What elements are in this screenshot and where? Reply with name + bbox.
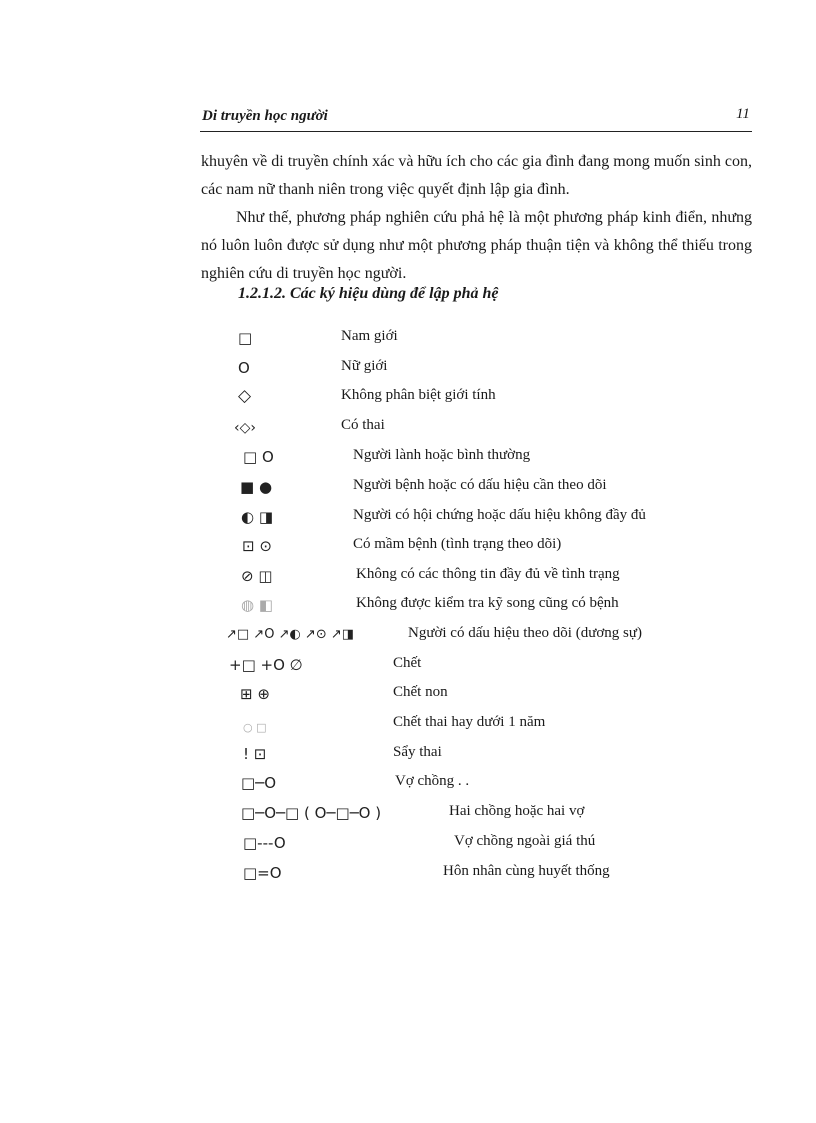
legend-row bbox=[0, 505, 816, 529]
legend-label: Người có dấu hiệu theo dõi (dương sự) bbox=[408, 625, 642, 641]
consanguineous-marriage-symbol-icon: □=O bbox=[243, 864, 282, 882]
legend-row bbox=[0, 771, 816, 795]
legend-row bbox=[0, 385, 816, 409]
legend-label: Sẩy thai bbox=[393, 744, 442, 760]
legend-row bbox=[0, 564, 816, 588]
legend-row bbox=[0, 831, 816, 855]
carrier-symbol-icon: ⊡ ⊙ bbox=[242, 537, 272, 555]
legend-label: Không có các thông tin đầy đủ về tình trạng bbox=[356, 566, 620, 582]
legend-label: Không được kiểm tra kỹ song cũng có bệnh bbox=[356, 595, 619, 611]
legend-row bbox=[0, 534, 816, 558]
miscarriage-symbol-icon: ! ⊡ bbox=[243, 745, 267, 763]
multiple-spouses-symbol-icon: □─O─□ ( O─□─O ) bbox=[241, 804, 382, 822]
legend-label: Vợ chồng . . bbox=[395, 773, 470, 789]
page-number: 11 bbox=[736, 106, 750, 122]
legend-row bbox=[0, 593, 816, 617]
unexamined-symbol-icon: ◍ ◧ bbox=[241, 596, 274, 614]
extramarital-union-symbol-icon: □---O bbox=[243, 834, 286, 852]
legend-label: Vợ chồng ngoài giá thú bbox=[454, 833, 596, 849]
legend-label: Hai chồng hoặc hai vợ bbox=[449, 803, 585, 819]
deceased-symbol-icon: +□ +O ∅ bbox=[229, 656, 303, 674]
marriage-symbol-icon: □─O bbox=[241, 774, 277, 792]
paragraph-1: khuyên về di truyền chính xác và hữu ích cho các gia đình đang mong muốn sinh con, các nam nữ thanh niên trong việc quyết định lập gia đình. bbox=[201, 153, 752, 198]
female-symbol-icon: O bbox=[238, 359, 250, 377]
legend-row bbox=[0, 653, 816, 677]
legend-row bbox=[0, 712, 816, 736]
section-heading: 1.2.1.2. Các ký hiệu dùng để lập phả hệ bbox=[238, 285, 499, 302]
legend-label: Người lành hoặc bình thường bbox=[353, 447, 531, 463]
pregnancy-symbol-icon: ‹◇› bbox=[234, 420, 256, 436]
body-text bbox=[201, 148, 752, 288]
legend-label: Người bệnh hoặc có dấu hiệu cần theo dõi bbox=[353, 477, 607, 493]
legend-row bbox=[0, 742, 816, 766]
legend-row bbox=[0, 415, 816, 439]
legend-row bbox=[0, 801, 816, 825]
legend-row bbox=[0, 356, 816, 380]
legend-row bbox=[0, 623, 816, 647]
legend-row bbox=[0, 445, 816, 469]
legend-row bbox=[0, 475, 816, 499]
affected-symbol-icon: ■ ● bbox=[240, 478, 273, 496]
legend-row bbox=[0, 682, 816, 706]
legend-label: Có mầm bệnh (tình trạng theo dõi) bbox=[353, 536, 562, 552]
stillbirth-symbol-icon: ○ □ bbox=[243, 721, 267, 734]
legend-label: Chết non bbox=[393, 684, 448, 700]
proband-symbol-icon: ↗□ ↗O ↗◐ ↗⊙ ↗◨ bbox=[226, 627, 355, 642]
legend-label: Không phân biệt giới tính bbox=[341, 387, 496, 403]
diamond-symbol-icon: ◇ bbox=[238, 386, 252, 406]
legend-label: Có thai bbox=[341, 417, 385, 433]
legend-label: Hôn nhân cùng huyết thống bbox=[443, 863, 610, 879]
legend-row bbox=[0, 861, 816, 885]
header-divider bbox=[200, 131, 752, 132]
male-symbol-icon: □ bbox=[238, 329, 253, 347]
legend-label: Chết thai hay dưới 1 năm bbox=[393, 714, 546, 730]
legend-label: Nữ giới bbox=[341, 358, 388, 374]
legend-label: Chết bbox=[393, 655, 422, 671]
legend-label: Nam giới bbox=[341, 328, 398, 344]
legend-label: Người có hội chứng hoặc dấu hiệu không đầy đủ bbox=[353, 507, 646, 523]
partial-syndrome-symbol-icon: ◐ ◨ bbox=[241, 508, 274, 526]
incomplete-info-symbol-icon: ⊘ ◫ bbox=[241, 567, 273, 585]
premature-death-symbol-icon: ⊞ ⊕ bbox=[240, 685, 270, 703]
running-title: Di truyền học người bbox=[202, 108, 328, 124]
legend-row bbox=[0, 326, 816, 350]
normal-symbol-icon: □ O bbox=[243, 448, 274, 466]
paragraph-2: Như thế, phương pháp nghiên cứu phả hệ là một phương pháp kinh điển, nhưng nó luôn luôn được sử dụng như một phương pháp thuận tiện và không thể thiếu trong nghiên cứu di truyền học người. bbox=[201, 209, 752, 282]
